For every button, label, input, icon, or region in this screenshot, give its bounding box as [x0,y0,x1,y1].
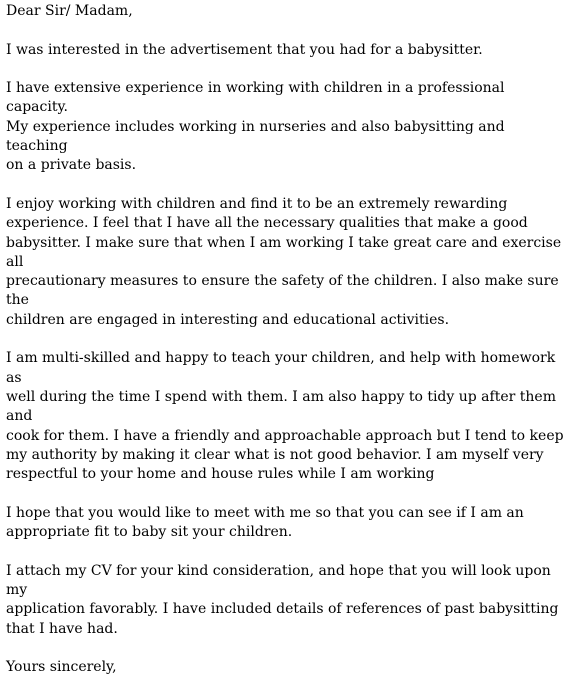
paragraph-intro: I was interested in the advertisement that you had for a babysitter. [6,41,483,58]
closing: Yours sincerely, [6,659,117,676]
cover-letter [6,2,564,677]
paragraph-skills: I am multi-skilled and happy to teach your children, and help with homework as well during the time I spend with them. I am also happy to tidy up after them and cook for them. I have a friendly and approachable approach but I tend to keep my authority by making it clear what is not good behavior. I am myself very respectful to your home and house rules while I am working [6,350,564,483]
paragraph-meeting: I hope that you would like to meet with me so that you can see if I am an appropriate fit to baby sit your children. [6,504,524,541]
salutation: Dear Sir/ Madam, [6,3,133,19]
paragraph-qualities: I enjoy working with children and find it to be an extremely rewarding experience. I feel that I have all the necessary qualities that make a good babysitter. I make sure that when I am working I take great care and exercise all precautionary measures to ensure the safety of the children. I also make sure the children are engaged in interesting and educational activities. [6,195,562,328]
paragraph-cv: I attach my CV for your kind consideration, and hope that you will look upon my application favorably. I have included details of references of past babysitting that I have had. [6,562,559,637]
paragraph-experience: I have extensive experience in working with children in a professional capacity. My experience includes working in nurseries and also babysitting and teaching on a private basis. [6,80,505,174]
